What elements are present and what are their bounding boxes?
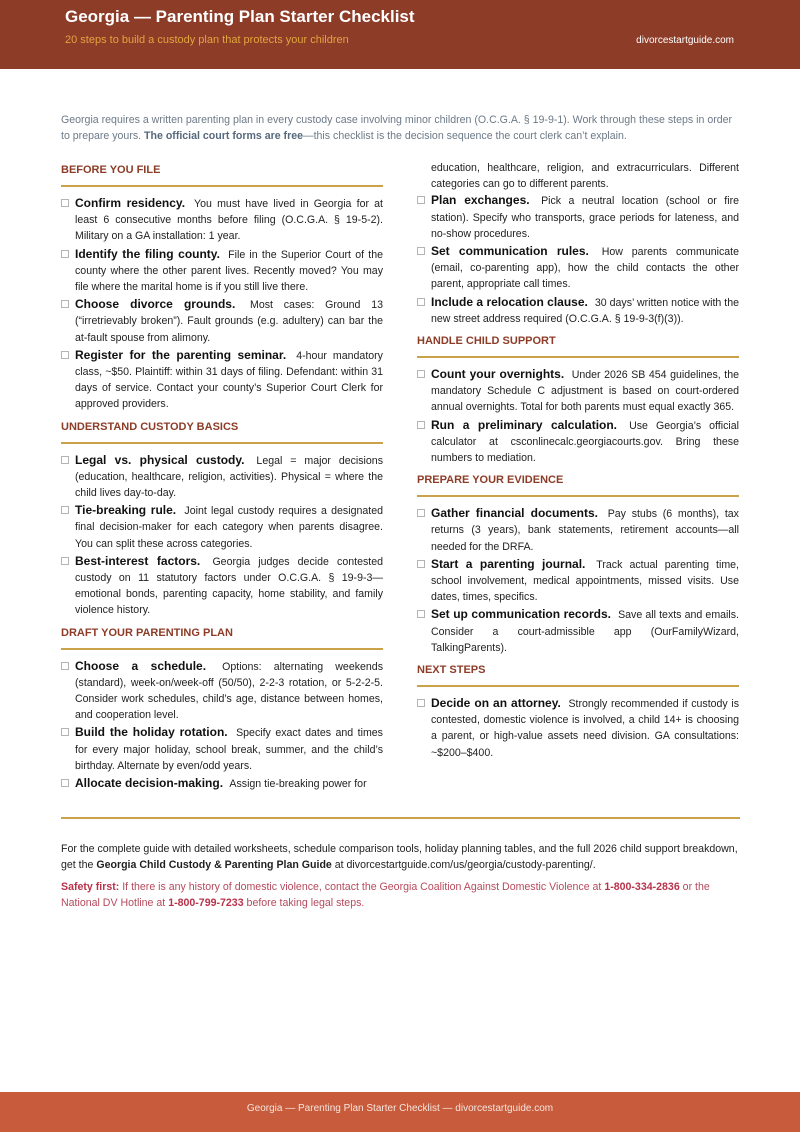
item-title: Best-interest factors. [75,553,201,568]
safety-notice [61,879,740,911]
checkbox-icon[interactable] [417,196,425,204]
item-text: Specify exact dates and times for every major holiday, school break, summer, and the child’s birthday. Alternate by even/odd years. [75,727,383,772]
item-text: Pay stubs (6 months), tax returns (3 years), bank statements, retirement accounts—all needed for the DRFA. [431,508,739,553]
checkbox-icon[interactable] [61,779,69,787]
checkbox-icon[interactable] [417,370,425,378]
item-title: Set communication rules. [431,244,589,259]
checklist-item[interactable] [417,294,739,327]
intro-paragraph [61,112,740,144]
item-title: Confirm residency. [75,196,186,210]
item-text: How parents communicate (email, co-parenting app), how the child contacts the other parent, appropriate call times. [431,246,739,291]
item-title: Start a parenting journal. [431,556,586,571]
checkbox-icon[interactable] [417,247,425,255]
item-title: Count your overnights. [431,367,565,382]
item-title: Build the holiday rotation. [75,725,228,740]
footer-text: Georgia — Parenting Plan Starter Checklist — divorcestartguide.com [246,1103,554,1114]
item-text: Joint legal custody requires a designated final decision-maker for each category when parents disagree. You can split these across categories. [75,505,383,550]
item-text: 30 days’ written notice with the new street address required (O.C.G.A. § 19-9-3(f)(3)). [431,296,739,325]
section-title-parenting-plan: DRAFT YOUR PARENTING PLAN [61,627,383,650]
item-title: Tie-breaking rule. [75,503,177,518]
page-title: Georgia — Parenting Plan Starter Checklist [65,7,415,26]
section-title-custody-basics: UNDERSTAND CUSTODY BASICS [61,421,383,444]
safety-label: Safety first: [61,881,120,893]
hotline-phone-georgia: 1-800-334-2836 [604,881,680,893]
left-column [61,162,383,793]
item-title: Identify the filing county. [75,246,220,261]
intro-tail: —this checklist is the decision sequence the court clerk can’t explain. [303,130,627,143]
item-title: Register for the parenting seminar. [75,347,287,362]
checklist-item[interactable] [61,775,383,792]
checkbox-icon[interactable] [417,509,425,517]
checklist-item[interactable] [417,505,739,555]
item-text: Georgia judges decide contested custody on 11 statutory factors under O.C.G.A. § 19-9-3—emotional bonds, parenting capacity, home stability, and family violence history. [75,555,383,617]
safety-text-3: before taking legal steps. [246,897,365,910]
checklist-item[interactable] [61,246,383,296]
checklist-item[interactable] [417,366,739,416]
checklist-item[interactable] [61,195,383,245]
checklist-item[interactable] [61,658,383,724]
checkbox-icon[interactable] [61,300,69,308]
checkbox-icon[interactable] [61,351,69,359]
item-title: Include a relocation clause. [431,294,588,309]
item-title: Decide on an attorney. [431,696,561,711]
checklist-item[interactable] [61,502,383,552]
item-title: Choose a schedule. [75,658,207,673]
item-text: File in the Superior Court of the county where the other parent lives. Recently moved? You may file where the marital home is if you still live there. [75,248,383,294]
item-text: Options: alternating weekends (standard), week-on/week-off (50/50), 2-2-3 rotation, or 5-2-2-5. Consider work schedules, child’s age, distance between homes, and cooperation level. [75,660,383,722]
section-divider [61,817,740,819]
hotline-phone-national: 1-800-799-7233 [168,897,244,910]
checkbox-icon[interactable] [61,456,69,464]
item-title: Plan exchanges. [431,193,530,208]
right-column [417,162,739,762]
item-text: 4-hour mandatory class, ~$50. Plaintiff: within 31 days of filing. Defendant: within 31 days of service. Contact your county’s Superior Court Clerk for approved providers. [75,349,383,411]
item-title: Run a preliminary calculation. [431,417,618,432]
section-title-child-support: HANDLE CHILD SUPPORT [417,335,739,358]
safety-text: If there is any history of domestic violence, contact the Georgia Coalition Against Domestic Violence at [122,881,602,893]
page-header [0,0,800,69]
header-site-name: divorcestartguide.com [636,35,734,46]
closing-paragraph [61,841,740,873]
checkbox-icon[interactable] [61,557,69,565]
item-text: Assign tie-breaking power for [229,778,367,791]
checkbox-icon[interactable] [417,610,425,618]
section-title-evidence: PREPARE YOUR EVIDENCE [417,474,739,497]
checklist-item[interactable] [61,347,383,413]
safety-text-2: or the National DV Hotline at [61,881,710,910]
section-title-next-steps: NEXT STEPS [417,664,739,687]
checklist-item[interactable] [61,452,383,502]
item-text: Legal = major decisions (education, healthcare, religion, activities). Physical = where the child lives day-to-day. [75,454,383,500]
item-title: Legal vs. physical custody. [75,452,245,467]
item-text: You must have lived in Georgia for at least 6 consecutive months before filing (O.C.G.A. § 19-5-2). Military on a GA installation: 1 year. [75,198,384,243]
checkbox-icon[interactable] [61,199,69,207]
checklist-item[interactable] [61,553,383,619]
item-text: Save all texts and emails. Consider a court-admissible app (OurFamilyWizard, TalkingParents). [431,609,739,654]
checkbox-icon[interactable] [61,506,69,514]
checklist-item[interactable] [417,695,739,761]
page-subtitle: 20 steps to build a custody plan that protects your children [65,34,349,46]
item-title: Gather financial documents. [431,506,598,521]
checkbox-icon[interactable] [417,421,425,429]
item-text: Strongly recommended if custody is contested, domestic violence is involved, a child 14+ is choosing a parent, or high-value assets need division. GA consultations: ~$200–$400. [431,698,739,759]
closing-text: For the complete guide with detailed worksheets, schedule comparison tools, holiday planning tables, and the full 2026 child support breakdown, get the [61,843,738,872]
checklist-item[interactable] [61,724,383,774]
guide-title: Georgia Child Custody & Parenting Plan Guide [96,859,332,872]
checklist-item[interactable] [417,243,739,293]
checkbox-icon[interactable] [61,728,69,736]
item-title: Choose divorce grounds. [75,297,236,312]
item-title: Allocate decision-making. [75,776,224,791]
checkbox-icon[interactable] [417,298,425,306]
item-continuation-text: education, healthcare, religion, and extracurriculars. Different categories can go to different parents. [431,162,739,191]
checklist-item[interactable] [417,606,739,656]
checkbox-icon[interactable] [61,250,69,258]
checklist-item[interactable] [417,417,739,467]
checklist-item[interactable] [417,192,739,242]
item-text: Pick a neutral location (school or fire station). Specify who transports, grace periods for lateness, and no-show procedures. [431,195,739,240]
item-text: Under 2026 SB 454 guidelines, the mandatory Schedule C adjustment is based on court-ordered annual overnights. Total for both parents must equal exactly 365. [431,369,740,414]
item-text: Use Georgia’s official calculator at csconlinecalc.georgiacourts.gov. Bring these numbers to mediation. [431,419,739,465]
checklist-item[interactable] [417,556,739,606]
checkbox-icon[interactable] [417,699,425,707]
intro-emphasis: The official court forms are free [144,130,303,143]
item-title: Set up communication records. [431,607,611,622]
checkbox-icon[interactable] [417,560,425,568]
closing-link-text: at divorcestartguide.com/us/georgia/custody-parenting/. [334,859,596,872]
section-title-before-you-file: BEFORE YOU FILE [61,164,383,187]
item-text: Most cases: Ground 13 (“irretrievably broken”). Fault grounds (e.g. adultery) can bar the at-fault spouse from alimony. [75,299,383,344]
checklist-item[interactable] [61,296,383,346]
page-footer [0,1092,800,1132]
item-text: Track actual parenting time, school involvement, medical appointments, missed visits. Use dates, times, specifics. [431,558,739,604]
checkbox-icon[interactable] [61,662,69,670]
intro-text: Georgia requires a written parenting plan in every custody case involving minor children (O.C.G.A. § 19-9-1). Work through these steps in order to prepare yours. [61,114,733,143]
